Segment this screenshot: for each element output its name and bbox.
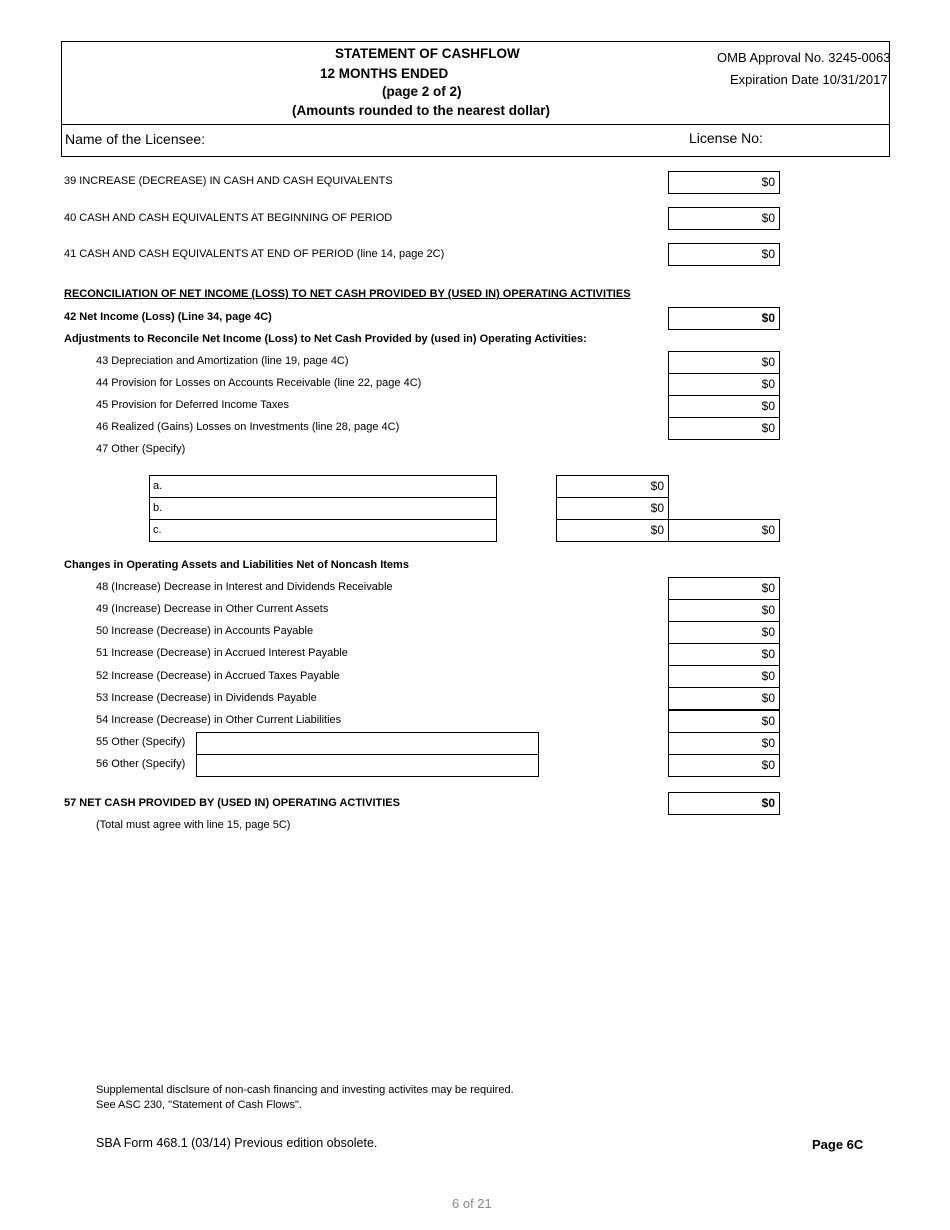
line-43-amount[interactable]: $0 (668, 351, 780, 374)
line-45-amount[interactable]: $0 (668, 395, 780, 418)
line-42-label: 42 Net Income (Loss) (Line 34, page 4C) (64, 311, 272, 323)
line-53-amount[interactable]: $0 (668, 687, 780, 710)
header-box (61, 41, 890, 157)
line-47b-specify[interactable]: b. (149, 497, 497, 520)
page-counter: 6 of 21 (452, 1196, 492, 1211)
form-identifier: SBA Form 468.1 (03/14) Previous edition obsolete. (96, 1136, 378, 1150)
rounding-note: (Amounts rounded to the nearest dollar) (292, 103, 551, 118)
line-42-amount[interactable]: $0 (668, 307, 780, 330)
line-47-total-amount[interactable]: $0 (668, 519, 780, 542)
supplemental-note-2: See ASC 230, "Statement of Cash Flows". (96, 1099, 302, 1111)
line-45-label: 45 Provision for Deferred Income Taxes (96, 399, 289, 411)
line-53-label: 53 Increase (Decrease) in Dividends Payable (96, 692, 317, 704)
line-57-note: (Total must agree with line 15, page 5C) (96, 819, 291, 831)
line-46-label: 46 Realized (Gains) Losses on Investments (line 28, page 4C) (96, 421, 400, 433)
expiration-date: Expiration Date 10/31/2017 (730, 72, 888, 87)
line-46-amount[interactable]: $0 (668, 417, 780, 440)
line-49-amount[interactable]: $0 (668, 599, 780, 622)
line-50-amount[interactable]: $0 (668, 621, 780, 644)
line-52-amount[interactable]: $0 (668, 665, 780, 688)
supplemental-note-1: Supplemental disclsure of non-cash financing and investing activites may be required. (96, 1084, 514, 1096)
license-no-label: License No: (689, 130, 763, 146)
line-39-label: 39 INCREASE (DECREASE) IN CASH AND CASH EQUIVALENTS (64, 175, 393, 187)
omb-approval: OMB Approval No. 3245-0063 (717, 50, 891, 65)
line-56-amount[interactable]: $0 (668, 754, 780, 777)
line-44-amount[interactable]: $0 (668, 373, 780, 396)
line-39-amount[interactable]: $0 (668, 171, 780, 194)
line-48-amount[interactable]: $0 (668, 577, 780, 600)
line-47a-amount[interactable]: $0 (556, 475, 669, 498)
licensee-name-label: Name of the Licensee: (65, 131, 206, 147)
line-51-amount[interactable]: $0 (668, 643, 780, 666)
header-divider (62, 124, 889, 125)
line-57-amount[interactable]: $0 (668, 792, 780, 815)
line-57-label: 57 NET CASH PROVIDED BY (USED IN) OPERATING ACTIVITIES (64, 797, 400, 809)
page-of-label: (page 2 of 2) (382, 84, 462, 99)
line-51-label: 51 Increase (Decrease) in Accrued Interest Payable (96, 647, 348, 659)
line-41-label: 41 CASH AND CASH EQUIVALENTS AT END OF PERIOD (line 14, page 2C) (64, 248, 445, 260)
line-55-label: 55 Other (Specify) (96, 736, 186, 748)
line-43-label: 43 Depreciation and Amortization (line 19, page 4C) (96, 355, 349, 367)
line-54-label: 54 Increase (Decrease) in Other Current Liabilities (96, 714, 342, 726)
line-48-label: 48 (Increase) Decrease in Interest and Dividends Receivable (96, 581, 393, 593)
line-50-label: 50 Increase (Decrease) in Accounts Payable (96, 625, 314, 637)
line-55-specify-input[interactable] (196, 732, 539, 755)
line-56-specify-input[interactable] (196, 754, 539, 777)
line-49-label: 49 (Increase) Decrease in Other Current Assets (96, 603, 329, 615)
period-label: 12 MONTHS ENDED (320, 66, 449, 81)
adjustments-heading: Adjustments to Reconcile Net Income (Loss) to Net Cash Provided by (used in) Operating Activities: (64, 333, 587, 345)
line-47b-amount[interactable]: $0 (556, 497, 669, 520)
line-47c-amount[interactable]: $0 (556, 519, 669, 542)
line-56-label: 56 Other (Specify) (96, 758, 186, 770)
line-55-amount[interactable]: $0 (668, 732, 780, 755)
line-41-amount[interactable]: $0 (668, 243, 780, 266)
page-label: Page 6C (812, 1137, 864, 1152)
changes-heading: Changes in Operating Assets and Liabilities Net of Noncash Items (64, 559, 409, 571)
line-47-label: 47 Other (Specify) (96, 443, 186, 455)
line-40-amount[interactable]: $0 (668, 207, 780, 230)
line-47c-specify[interactable]: c. (149, 519, 497, 542)
line-40-label: 40 CASH AND CASH EQUIVALENTS AT BEGINNING OF PERIOD (64, 212, 393, 224)
line-47a-specify[interactable]: a. (149, 475, 497, 498)
form-title: STATEMENT OF CASHFLOW (335, 46, 520, 61)
reconciliation-heading: RECONCILIATION OF NET INCOME (LOSS) TO NET CASH PROVIDED BY (USED IN) OPERATING ACTIVITIES (64, 288, 631, 300)
line-54-amount[interactable]: $0 (668, 710, 780, 733)
line-44-label: 44 Provision for Losses on Accounts Receivable (line 22, page 4C) (96, 377, 422, 389)
line-52-label: 52 Increase (Decrease) in Accrued Taxes Payable (96, 670, 340, 682)
